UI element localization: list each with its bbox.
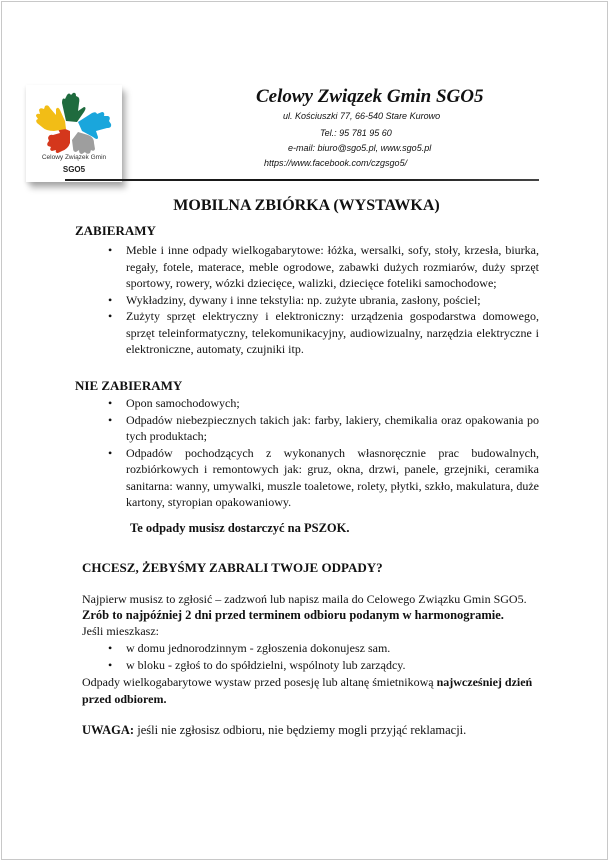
list-item: • w domu jednorodzinnym - zgłoszenia dokonujesz sam. <box>108 641 391 655</box>
pickup-if-you-live: Jeśli mieszkasz: <box>82 624 159 638</box>
bullet-icon: • <box>108 309 113 323</box>
organization-name: Celowy Związek Gmin SGO5 <box>256 86 484 107</box>
list-item: • Zużyty sprzęt elektryczny i elektroniczny: urządzenia gospodarstwa domowego, sprzęt teleinformatyczny, telekomunikacyjny, audiowizualny, narzędzia elektryczne i elektroniczne, automaty, czujniki itp. <box>108 309 539 356</box>
red-hand-icon <box>47 127 70 153</box>
document-title: MOBILNA ZBIÓRKA (WYSTAWKA) <box>173 197 440 214</box>
green-hand-icon <box>62 93 86 122</box>
list-item: • Odpadów pochodzących z wykonanych własnoręcznie prac budowalnych, rozbiórkowych i remontowych jak: gruz, okna, drzwi, panele, grzejniki, ceramika sanitarna: wanny, umywalki, muszle toaletowe, rolety, płytki, szkło, makulatura, duże kartony, styropian opakowaniowy. <box>108 445 539 509</box>
list-item: • Odpadów niebezpiecznych takich jak: farby, lakiery, chemikalia oraz opakowania po tych produktach; <box>108 412 539 443</box>
hands-logo-icon <box>32 91 116 157</box>
organization-address: ul. Kościuszki 77, 66-540 Stare Kurowo <box>283 111 441 121</box>
accepted-heading: ZABIERAMY <box>75 223 156 238</box>
bullet-icon: • <box>108 412 113 427</box>
pickup-intro: Najpierw musisz to zgłosić – zadzwoń lub napisz maila do Celowego Związku Gmin SGO5. <box>82 592 527 606</box>
organization-phone: Tel.: 95 781 95 60 <box>320 128 392 138</box>
pickup-list <box>108 640 539 673</box>
document-page <box>1 1 608 860</box>
list-item: • Wykładziny, dywany i inne tekstylia: np. zużyte ubrania, zasłony, pościel; <box>108 292 481 307</box>
pszok-note: Te odpady musisz dostarczyć na PSZOK. <box>130 521 350 535</box>
pickup-placement: Odpady wielkogabarytowe wystaw przed posesję lub altanę śmietnikową najwcześniej dzień przed odbiorem. <box>82 675 533 706</box>
pickup-heading: CHCESZ, ŻEBYŚMY ZABRALI TWOJE ODPADY? <box>82 560 383 575</box>
list-item: • Opon samochodowych; <box>108 396 240 410</box>
organization-logo <box>26 85 122 182</box>
bullet-icon: • <box>108 641 113 655</box>
header-divider <box>65 179 539 181</box>
bullet-icon: • <box>108 657 113 672</box>
bullet-icon: • <box>108 445 113 460</box>
bullet-icon: • <box>108 243 113 257</box>
organization-email-website: e-mail: biuro@sgo5.pl, www.sgo5.pl <box>288 143 432 153</box>
yellow-hand-icon <box>36 105 66 131</box>
bullet-icon: • <box>108 292 113 307</box>
logo-caption-name: Celowy Związek Gmin <box>41 154 107 161</box>
logo-caption-code: SGO5 <box>62 165 86 174</box>
list-item: • Meble i inne odpady wielkogabarytowe: łóżka, wersalki, sofy, stoły, krzesła, biurka, regały, fotele, materace, meble ogrodowe, zabawki dużych rozmiarów, duży sprzęt sportowy, rowery, wózki dziecięce, walizki, dziecięce foteliki samochodowe; <box>108 243 539 290</box>
not-accepted-list <box>108 395 539 511</box>
accepted-list <box>108 242 539 358</box>
pickup-warning: UWAGA: jeśli nie zgłosisz odbioru, nie będziemy mogli przyjąć reklamacji. <box>82 723 467 737</box>
pickup-deadline: Zrób to najpóźniej 2 dni przed terminem odbioru podanym w harmonogramie. <box>82 608 504 622</box>
organization-facebook-link[interactable]: https://www.facebook.com/czgsgo5/ <box>264 158 408 168</box>
bullet-icon: • <box>108 396 113 410</box>
not-accepted-heading: NIE ZABIERAMY <box>75 378 183 393</box>
list-item: • w bloku - zgłoś to do spółdzielni, wspólnoty lub zarządcy. <box>108 657 406 672</box>
